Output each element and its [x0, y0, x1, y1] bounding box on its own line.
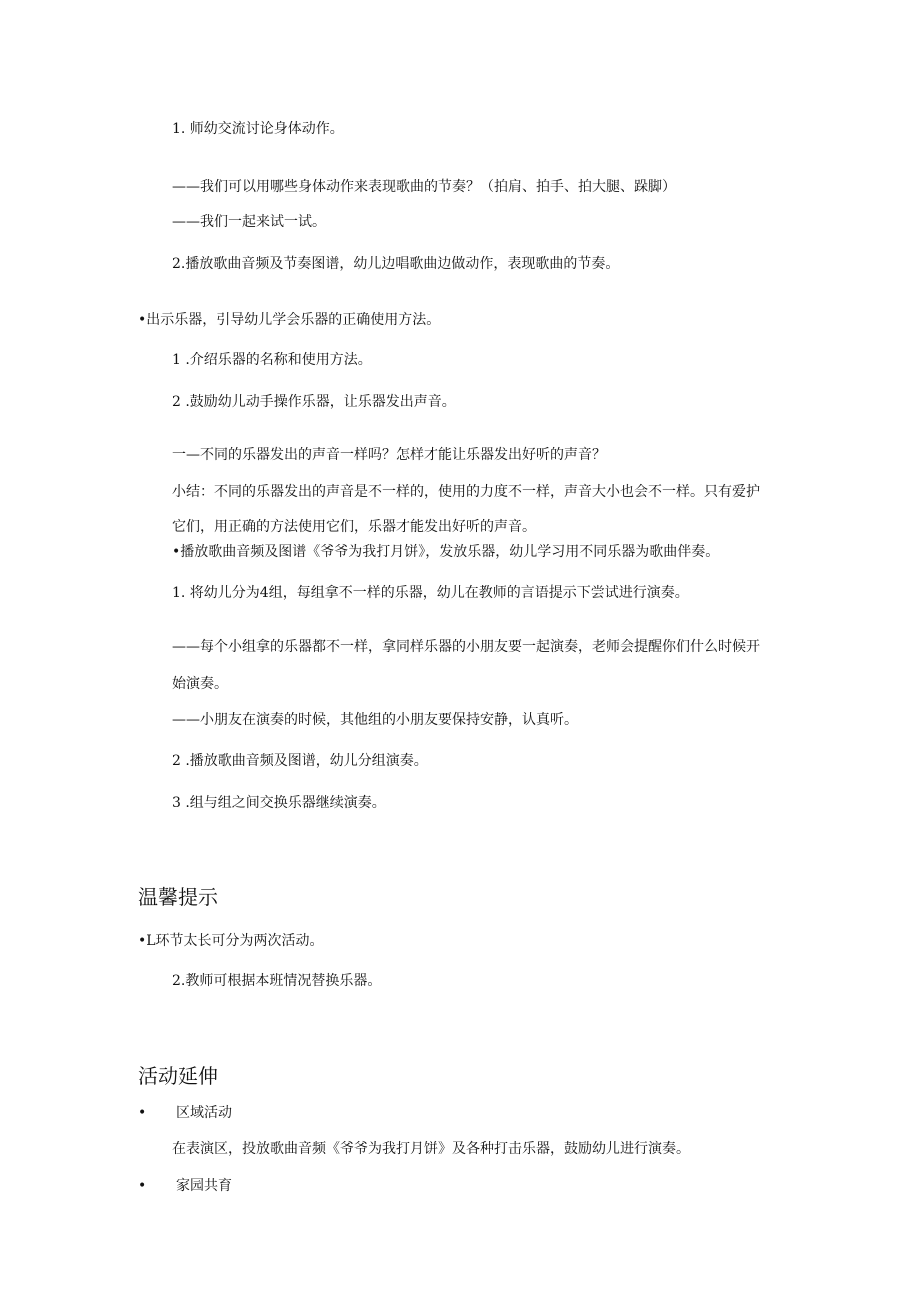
step-1-line: 1. 师幼交流讨论身体动作。: [172, 121, 344, 137]
step-3-line: 3 .组与组之间交换乐器继续演奏。: [172, 795, 386, 811]
step-2-line: 2 .播放歌曲音频及图谱，幼儿分组演奏。: [172, 753, 428, 769]
step-2-line: 2.播放歌曲音频及节奏图谱，幼儿边唱歌曲边做动作，表现歌曲的节奏。: [172, 256, 620, 272]
step-1-line: 1. 将幼儿分为4组，每组拿不一样的乐器，幼儿在教师的言语提示下尝试进行演奏。: [172, 585, 689, 601]
area-activity-label: 区域活动: [176, 1105, 232, 1121]
tips-item: 2.教师可根据本班情况替换乐器。: [172, 973, 382, 989]
dialogue-line: ——小朋友在演奏的时候，其他组的小朋友要保持安静，认真听。: [172, 712, 578, 728]
extension-heading: 活动延伸: [138, 1064, 218, 1088]
area-activity-text: 在表演区，投放歌曲音频《爷爷为我打月饼》及各种打击乐器，鼓励幼儿进行演奏。: [172, 1141, 690, 1157]
step-1-line: 1 .介绍乐器的名称和使用方法。: [172, 352, 372, 368]
summary-line: 它们，用正确的方法使用它们，乐器才能发出好听的声音。: [172, 519, 536, 535]
tips-heading: 温馨提示: [138, 885, 218, 909]
bullet: •: [138, 1178, 147, 1194]
dialogue-line: ——我们可以用哪些身体动作来表现歌曲的节奏？（拍肩、拍手、拍大腿、跺脚）: [172, 179, 676, 195]
section-bullet: •播放歌曲音频及图谱《爷爷为我打月饼》，发放乐器，幼儿学习用不同乐器为歌曲伴奏。: [172, 544, 720, 560]
dialogue-line: ——我们一起来试一试。: [172, 214, 326, 230]
step-2-line: 2 .鼓励幼儿动手操作乐器，让乐器发出声音。: [172, 394, 456, 410]
dialogue-line: 一—不同的乐器发出的声音一样吗？怎样才能让乐器发出好听的声音？: [172, 447, 606, 463]
section-bullet: •出示乐器，引导幼儿学会乐器的正确使用方法。: [138, 312, 441, 328]
dialogue-line: ——每个小组拿的乐器都不一样，拿同样乐器的小朋友要一起演奏，老师会提醒你们什么时候开: [172, 639, 760, 655]
home-school-label: 家园共育: [176, 1178, 232, 1194]
summary-line: 小结：不同的乐器发出的声音是不一样的，使用的力度不一样，声音大小也会不一样。只有爱护: [172, 484, 760, 500]
tips-item: •L环节太长可分为两次活动。: [138, 933, 324, 949]
bullet: •: [138, 1105, 147, 1121]
dialogue-line: 始演奏。: [172, 676, 228, 692]
